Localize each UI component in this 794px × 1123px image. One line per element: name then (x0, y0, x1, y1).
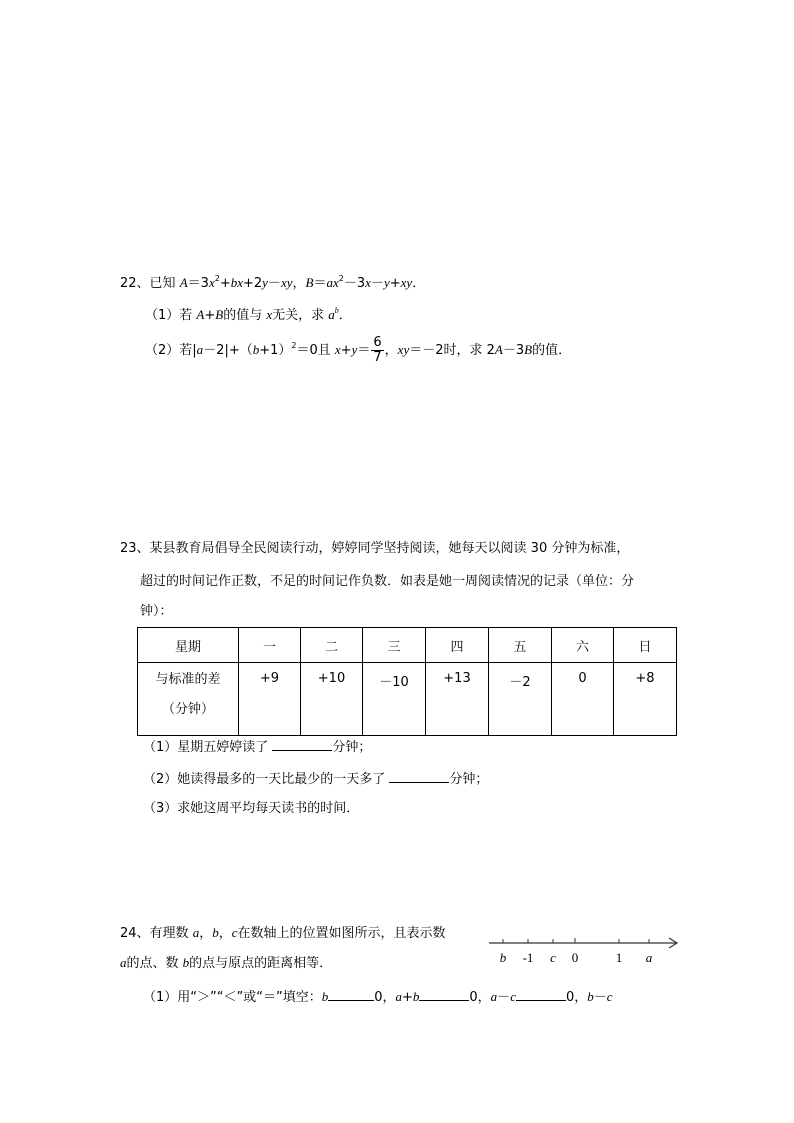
label-minus-one: -1 (522, 950, 534, 965)
q24-part1: （1）用“＞”“＜”或“＝”填空：b 0，a+b 0，a－c 0，b－c (143, 989, 613, 1005)
table-cell-value: +9 (239, 663, 301, 736)
label-one: 1 (615, 950, 623, 965)
table-cell-value: +13 (426, 663, 489, 736)
answer-blank[interactable] (328, 987, 374, 1001)
q23-part2: （2）她读得最多的一天比最少的一天多了 分钟； (143, 769, 488, 788)
q22-number: 22、 (120, 276, 150, 291)
q22-prefix: 已知 (149, 276, 176, 291)
table-cell-day: 二 (301, 628, 363, 663)
table-row-label: 与标准的差 （分钟） (138, 663, 239, 736)
q24-stem-line2: a的点、数 b的点与原点的距离相等． (120, 955, 333, 971)
table-cell-value: +8 (614, 663, 677, 736)
label-c: c (550, 950, 556, 965)
q24-stem-line1: 24、有理数 a，b，c在数轴上的位置如图所示，且表示数 (120, 925, 446, 941)
table-cell-day: 一 (239, 628, 301, 663)
table-cell-day: 四 (426, 628, 489, 663)
q23-part3: （3）求她这周平均每天读书的时间． (143, 801, 360, 816)
table-cell-day: 日 (614, 628, 677, 663)
label-b: b (499, 950, 507, 965)
table-row-header (138, 628, 677, 663)
q22-part1-label: （1） (145, 308, 180, 323)
answer-blank[interactable] (516, 987, 566, 1001)
fraction-six-sevenths: $\frac{6}{7}$ (373, 335, 382, 365)
q23-stem-line3: 钟）： (140, 604, 173, 619)
q22-A-expression: A (179, 275, 188, 290)
q23-stem-line2: 超过的时间记作正数，不足的时间记作负数．如表是她一周阅读情况的记录（单位：分 (140, 574, 635, 589)
q23-number: 23、 (120, 541, 150, 556)
table-header-weekday: 星期 (138, 628, 239, 663)
label-a: a (645, 950, 653, 965)
table-cell-value: 0 (552, 663, 614, 736)
q22-part1: （1）若 A+B的值与 x无关，求 $a^b$． (145, 306, 352, 323)
table-cell-day: 三 (363, 628, 426, 663)
answer-blank[interactable] (272, 737, 332, 751)
answer-blank[interactable] (419, 987, 469, 1001)
table-cell-value: －10 (363, 663, 426, 736)
q24-number: 24、 (120, 926, 150, 941)
table-row-values (138, 663, 677, 736)
q23-stem-line1: 23、某县教育局倡导全民阅读行动，婷婷同学坚持阅读，她每天以阅读 30 分钟为标准， (120, 541, 630, 556)
reading-record-table (137, 627, 677, 736)
q23-part1: （1）星期五婷婷读了 分钟； (143, 737, 371, 756)
table-cell-day: 五 (489, 628, 552, 663)
q22-stem: 22、已知 $A=3x^2+bx+2y-xy$，$B=ax^2-3x-y+xy$． (120, 274, 426, 291)
label-zero: 0 (571, 950, 579, 965)
table-cell-value: +10 (301, 663, 363, 736)
answer-blank[interactable] (389, 769, 449, 783)
table-cell-value: －2 (489, 663, 552, 736)
q22-part2-label: （2） (145, 343, 180, 358)
table-cell-day: 六 (552, 628, 614, 663)
number-line-figure (486, 930, 686, 970)
q22-part2: （2）若$|a-2|+(b+1)^2=0$且 x+y＝ $\frac{6}{7}$ ，xy＝－2时，求 2A－3B的值． (145, 335, 572, 365)
number-line-axis-icon (486, 930, 686, 952)
